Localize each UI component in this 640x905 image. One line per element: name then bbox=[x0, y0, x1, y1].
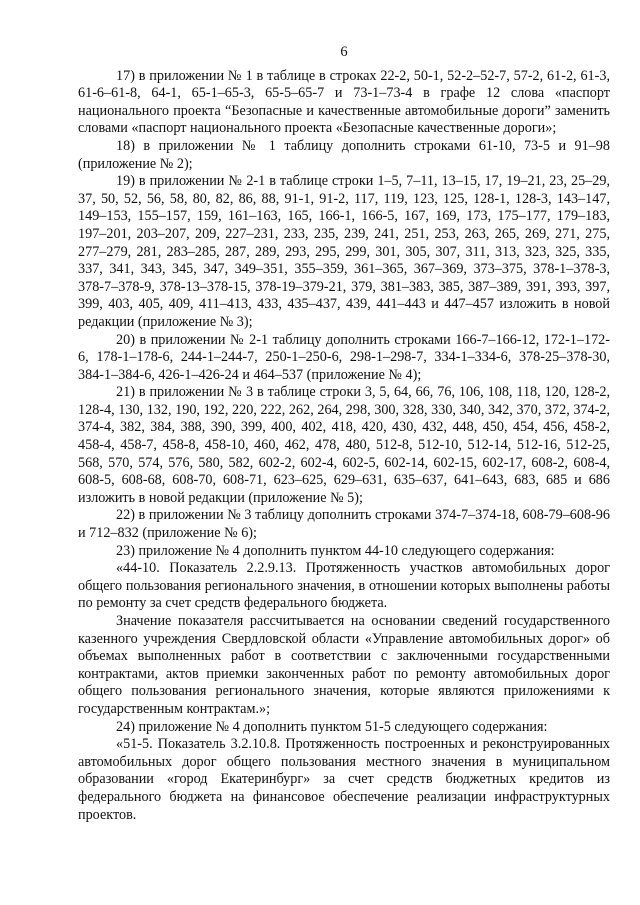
quoted-point-51-5: «51-5. Показатель 3.2.10.8. Протяженность построенных и реконструированных автомобильных дорог общего пользования местного значения в муниципальном образовании «город Екатеринбург» за счет средств бюджетных кредитов из федерального бюджета на финансовое обеспечение реализации инфраструктурных проектов. bbox=[78, 736, 610, 823]
paragraph-item-20: 20) в приложении № 2-1 таблицу дополнить строками 166-7–166-12, 172-1–172-6, 178-1–178-6, 244-1–244-7, 250-1–250-6, 298-1–298-7, 334-1–334-6, 378-25–378-30, 384-1–384-6, 426-1–426-24 и 464–537 (приложение № 4); bbox=[78, 331, 610, 383]
paragraph-item-17: 17) в приложении № 1 в таблице в строках 22-2, 50-1, 52-2–52-7, 57-2, 61-2, 61-3, 61-6–61-8, 64-1, 65-1–65-3, 65-5–65-7 и 73-1–73-4 в графе 12 слова «паспорт национального проекта “Безопасные и качественные автомобильные дороги” заменить словами «паспорт национального проекта «Безопасные качественные дороги»; bbox=[78, 67, 610, 137]
quoted-point-44-10-value: Значение показателя рассчитывается на основании сведений государственного казенного учреждения Свердловской области «Управление автомобильных дорог» об объемах выполненных работ в соответствии с заключенными государственными контрактами, актов приемки законченных работ по ремонту автомобильных дорог общего пользования регионального значения, которые являются приложениями к государственным контрактам.»; bbox=[78, 613, 610, 717]
paragraph-item-23: 23) приложение № 4 дополнить пунктом 44-10 следующего содержания: bbox=[116, 542, 555, 559]
page-number: 6 bbox=[340, 44, 348, 60]
paragraph-item-22: 22) в приложении № 3 таблицу дополнить строками 374-7–374-18, 608-79–608-96 и 712–832 (приложение № 6); bbox=[78, 507, 610, 542]
quoted-point-44-10: «44-10. Показатель 2.2.9.13. Протяженность участков автомобильных дорог общего пользования регионального значения, в отношении которых выполнены работы по ремонту за счет средств федерального бюджета. bbox=[78, 560, 610, 612]
paragraph-item-24: 24) приложение № 4 дополнить пунктом 51-5 следующего содержания: bbox=[116, 718, 548, 735]
paragraph-item-18: 18) в приложении № 1 таблицу дополнить строками 61-10, 73-5 и 91–98 (приложение № 2); bbox=[78, 137, 610, 172]
paragraph-item-19: 19) в приложении № 2-1 в таблице строки 1–5, 7–11, 13–15, 17, 19–21, 23, 25–29, 37, 50, 52, 56, 58, 80, 82, 86, 88, 91-1, 91-2, 117, 119, 123, 125, 128-1, 128-3, 143–147, 149–153, 155–157, 159, 161–163, 165, 166-1, 166-5, 167, 169, 173, 175–177, 179–183, 197–201, 203–207, 209, 227–231, 233, 235, 239, 241, 251, 253, 263, 265, 269, 271, 275, 277–279, 281, 283–285, 287, 289, 293, 295, 299, 301, 305, 307, 311, 313, 323, 325, 335, 337, 341, 343, 345, 347, 349–351, 355–359, 361–365, 367–369, 373–375, 378-1–378-3, 378-7–378-9, 378-13–378-15, 378-19–379-21, 379, 381–383, 385, 387–389, 391, 393, 397, 399, 403, 405, 409, 411–413, 433, 435–437, 439, 441–443 и 447–457 изложить в новой редакции (приложение № 3); bbox=[78, 173, 610, 330]
paragraph-item-21: 21) в приложении № 3 в таблице строки 3, 5, 64, 66, 76, 106, 108, 118, 120, 128-2, 128-4, 130, 132, 190, 192, 220, 222, 262, 264, 298, 300, 328, 330, 340, 342, 370, 372, 374-2, 374-4, 382, 384, 388, 390, 399, 400, 402, 418, 420, 430, 432, 448, 450, 454, 456, 458-2, 458-4, 458-7, 458-8, 458-10, 460, 462, 478, 480, 512-8, 512-10, 512-14, 512-16, 512-25, 568, 570, 574, 576, 580, 582, 602-2, 602-4, 602-5, 602-14, 602-15, 602-17, 608-2, 608-4, 608-5, 608-68, 608-70, 608-71, 623–625, 629–631, 635–637, 641–643, 683, 685 и 686 изложить в новой редакции (приложение № 5); bbox=[78, 384, 610, 506]
